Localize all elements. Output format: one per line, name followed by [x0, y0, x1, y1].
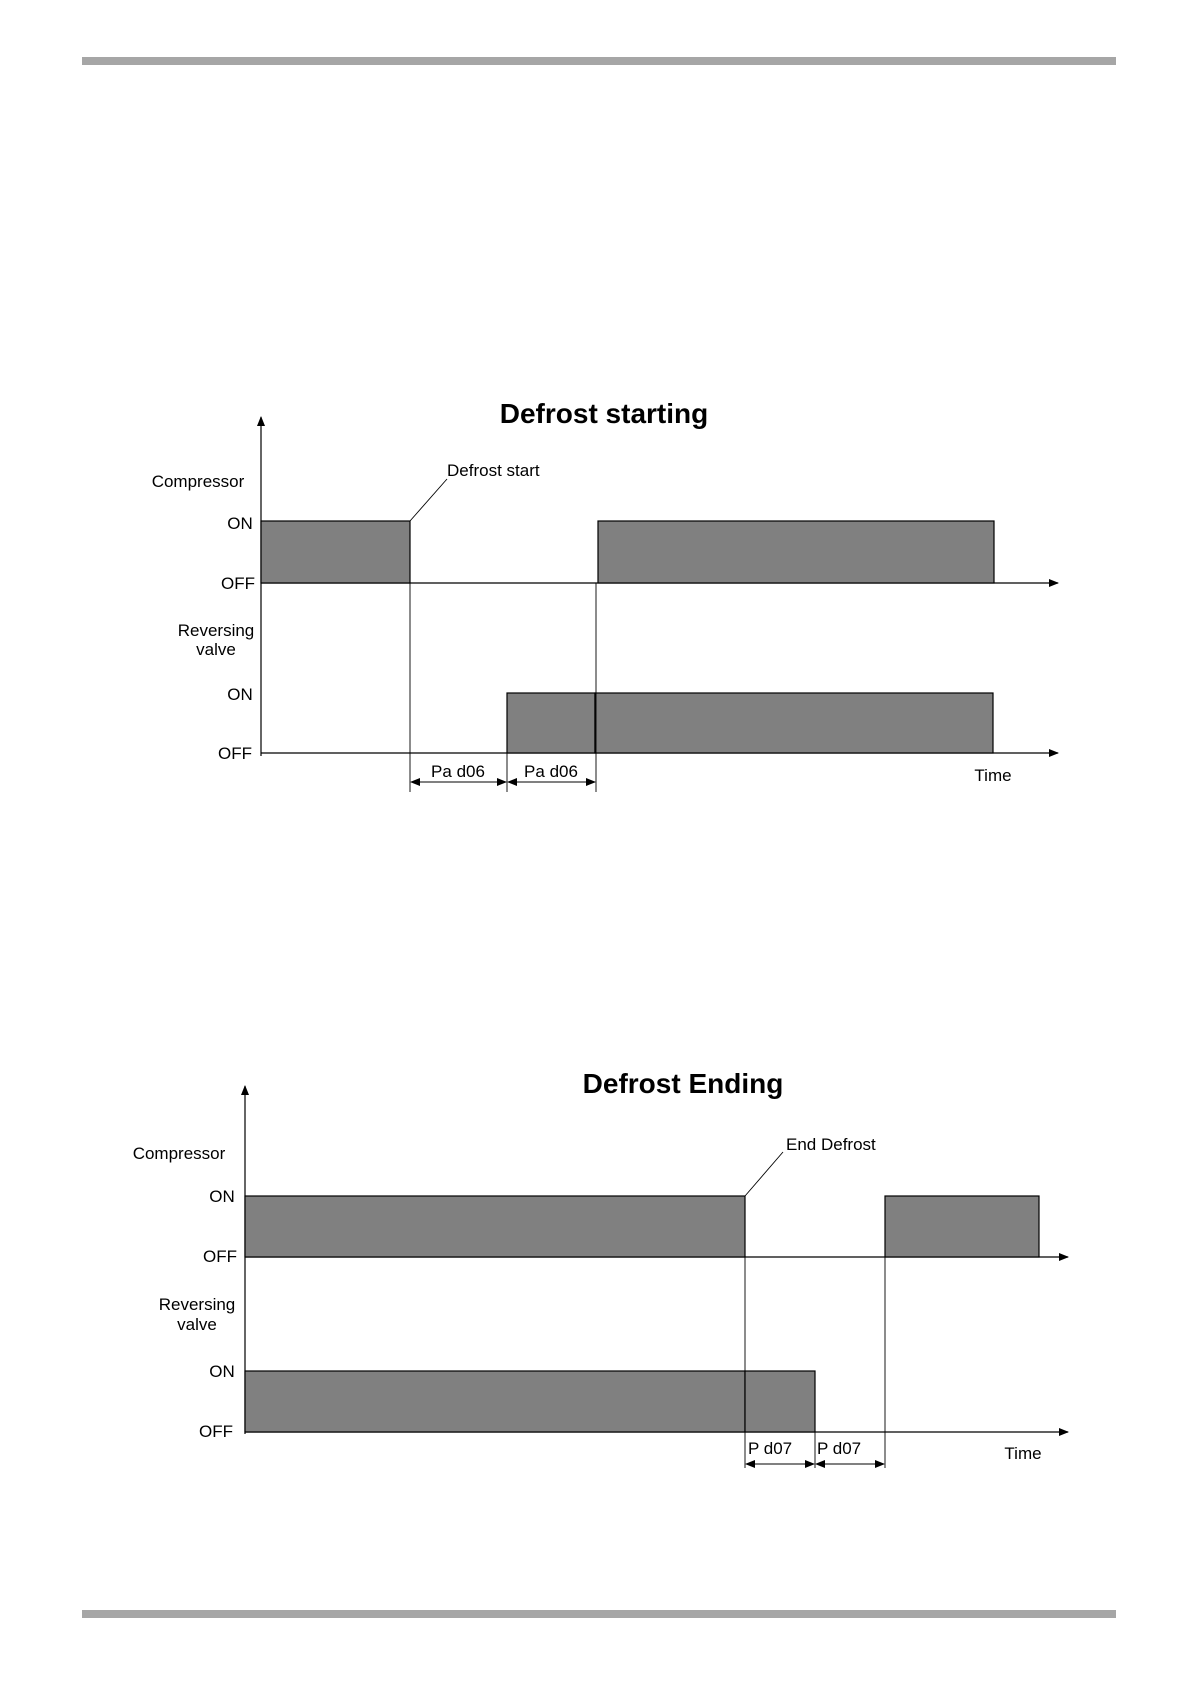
event-label: Defrost start	[447, 461, 540, 480]
interval-label: Pa d06	[431, 762, 485, 781]
interval-label: P d07	[817, 1439, 862, 1458]
callout-leader	[745, 1152, 783, 1196]
compressor-label: Compressor	[151, 472, 245, 491]
compressor-on-bar	[245, 1196, 745, 1257]
valve-label: Reversing	[177, 621, 255, 640]
compressor-on-bar	[261, 521, 410, 583]
valve-on-bar	[245, 1371, 745, 1432]
diagram-title: Defrost starting	[499, 398, 709, 429]
valve-on-label: ON	[227, 685, 253, 704]
interval-label: Pa d06	[524, 762, 578, 781]
valve-label: valve	[177, 1315, 217, 1334]
compressor-off-label: OFF	[203, 1247, 237, 1266]
compressor-on-label: ON	[227, 514, 253, 533]
compressor-on-bar	[598, 521, 994, 583]
valve-on-label: ON	[209, 1362, 235, 1381]
valve-label: valve	[196, 640, 236, 659]
valve-off-label: OFF	[218, 744, 252, 763]
valve-on-bar	[507, 693, 595, 753]
valve-on-bar	[745, 1371, 815, 1432]
compressor-label: Compressor	[132, 1144, 226, 1163]
valve-off-label: OFF	[199, 1422, 233, 1441]
time-label: Time	[974, 766, 1012, 785]
footer-rule	[82, 1610, 1116, 1618]
valve-label: Reversing	[158, 1295, 236, 1314]
diagram-title: Defrost Ending	[582, 1068, 784, 1099]
time-label: Time	[1004, 1444, 1042, 1463]
defrost-ending-diagram	[133, 1068, 1068, 1468]
valve-on-bar	[595, 693, 993, 753]
defrost-starting-diagram	[152, 398, 1058, 792]
compressor-on-bar	[885, 1196, 1039, 1257]
compressor-on-label: ON	[209, 1187, 235, 1206]
callout-leader	[410, 479, 447, 521]
interval-label: P d07	[748, 1439, 793, 1458]
compressor-off-label: OFF	[221, 574, 255, 593]
event-label: End Defrost	[786, 1135, 876, 1154]
